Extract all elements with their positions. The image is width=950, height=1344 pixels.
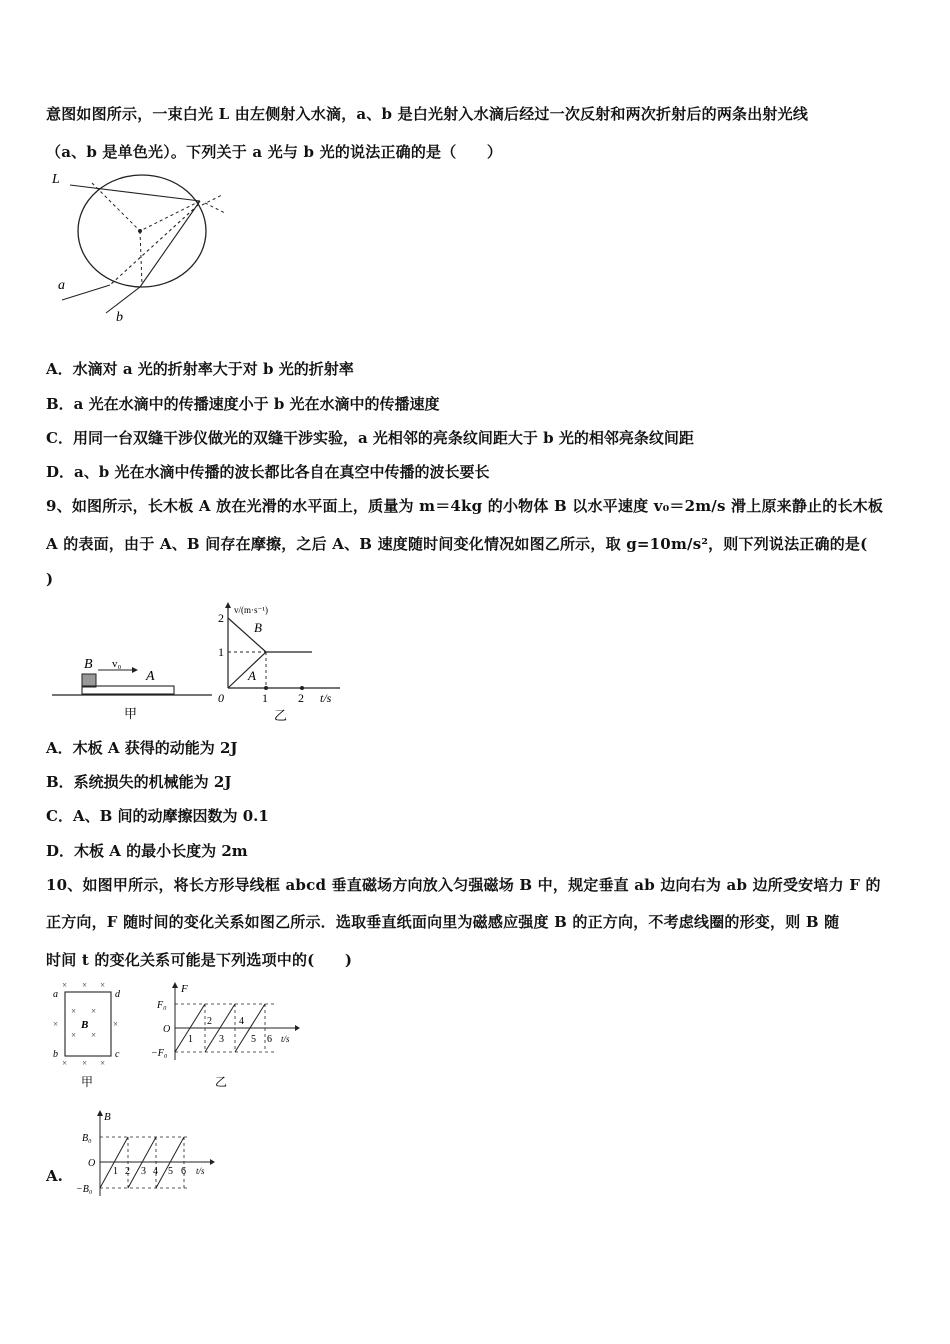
q9-text-line-2: A 的表面，由于 A、B 间存在摩擦，之后 A、B 速度随时间变化情况如图乙所示，取 g=10m/s²，则下列说法正确的是(: [46, 535, 868, 553]
reflect-ray-dash: [205, 203, 225, 213]
origin: O: [163, 1024, 171, 1035]
svg-text:×: ×: [91, 1006, 97, 1016]
center-dot: [138, 229, 142, 233]
q8-option-a: A．水滴对 a 光的折射率大于对 b 光的折射率: [46, 360, 354, 378]
tick-3: 3: [141, 1166, 146, 1177]
q10-figure-yi: [145, 980, 305, 1092]
svg-text:×: ×: [71, 1006, 77, 1016]
y-arrowhead: [225, 602, 231, 608]
x-label: t/s: [281, 1034, 290, 1044]
q10-figure-jia: [45, 980, 130, 1092]
label-v0: v₀: [112, 658, 122, 670]
caption-yi: 乙: [215, 1075, 228, 1089]
tick-5: 5: [251, 1034, 256, 1045]
corner-a: a: [53, 989, 58, 1000]
pos-label: B₀: [82, 1133, 92, 1144]
label-b: b: [116, 310, 123, 325]
svg-text:×: ×: [62, 1058, 68, 1068]
tick-1: 1: [188, 1034, 193, 1045]
q9-option-d: D．木板 A 的最小长度为 2m: [46, 842, 248, 860]
svg-text:×: ×: [71, 1030, 77, 1040]
x-arrowhead: [210, 1159, 215, 1165]
q8-text-line-2: （a、b 是单色光）。下列关于 a 光与 b 光的说法正确的是（ ）: [46, 143, 503, 161]
tick-6: 6: [181, 1166, 186, 1177]
q10-option-a-label: A.: [46, 1167, 63, 1185]
tick-2: 2: [125, 1166, 130, 1177]
origin: 0: [218, 691, 224, 705]
corner-d: d: [115, 989, 120, 1000]
y-arrowhead: [172, 982, 178, 988]
ray-a-internal: [140, 201, 200, 287]
tick-4: 4: [239, 1016, 244, 1027]
x-arrowhead: [295, 1025, 300, 1031]
svg-text:×: ×: [100, 1058, 106, 1068]
q9-text-line-3: ): [46, 570, 54, 588]
y-label: B: [104, 1111, 111, 1123]
q10-text-line-3: 时间 t 的变化关系可能是下列选项中的( ): [46, 951, 353, 969]
pos-label: F₀: [157, 1000, 167, 1011]
field-B: B: [81, 1019, 89, 1031]
velocity-arrowhead: [132, 667, 138, 673]
board-diagram-svg: [50, 648, 215, 723]
tick-y-2: 2: [218, 611, 224, 625]
caption-yi: 乙: [274, 708, 288, 723]
q9-figure-yi: [212, 600, 352, 725]
y-label: v/(m·s⁻¹): [234, 605, 268, 615]
q8-option-d: D．a、b 光在水滴中传播的波长都比各自在真空中传播的波长要长: [46, 463, 490, 481]
q9-text-line-1: 9、如图所示，长木板 A 放在光滑的水平面上，质量为 m＝4kg 的小物体 B 以水平速度 v₀＝2m/s 滑上原来静止的长木板: [46, 497, 884, 515]
frame-diagram-svg: [45, 980, 130, 1092]
tick-dot-2: [300, 686, 304, 690]
svg-text:×: ×: [100, 980, 106, 990]
q9-option-c: C．A、B 间的动摩擦因数为 0.1: [46, 807, 269, 825]
q9-option-b: B．系统损失的机械能为 2J: [46, 773, 232, 791]
x-label: t/s: [320, 691, 332, 705]
ray-b-exit: [106, 287, 140, 313]
label-A: A: [146, 669, 155, 684]
neg-label: −B₀: [76, 1184, 93, 1195]
velocity-graph-svg: [212, 600, 352, 725]
b-graph-svg: [72, 1110, 222, 1202]
tick-dot-1: [264, 686, 268, 690]
tick-x-2: 2: [298, 691, 304, 705]
tick-4: 4: [153, 1166, 158, 1177]
q10-text-line-2: 正方向，F 随时间的变化关系如图乙所示．选取垂直纸面向里为磁感应强度 B 的正方向，不考虑线圈的形变，则 B 随: [46, 913, 840, 931]
origin: O: [88, 1158, 96, 1169]
caption-jia: 甲: [81, 1075, 94, 1089]
tick-6: 6: [267, 1034, 272, 1045]
y-arrowhead: [97, 1110, 103, 1116]
q8-text-line-1: 意图如图所示，一束白光 L 由左侧射入水滴，a、b 是白光射入水滴后经过一次反射和两次折射后的两条出射光线: [46, 105, 809, 123]
label-a: a: [58, 278, 65, 293]
x-label: t/s: [196, 1166, 205, 1176]
label-B: B: [254, 620, 262, 635]
ray-a-exit: [62, 285, 110, 300]
tick-5: 5: [168, 1166, 173, 1177]
q8-option-b: B．a 光在水滴中的传播速度小于 b 光在水滴中的传播速度: [46, 395, 440, 413]
q9-option-a: A．木板 A 获得的动能为 2J: [46, 739, 238, 757]
svg-text:×: ×: [91, 1030, 97, 1040]
normal-line-2: [140, 201, 200, 231]
line-A: [228, 652, 266, 688]
force-graph-svg: [145, 980, 305, 1092]
svg-text:×: ×: [82, 1058, 88, 1068]
tick-y-1: 1: [218, 645, 224, 659]
svg-text:×: ×: [113, 1019, 119, 1029]
tick-x-1: 1: [262, 691, 268, 705]
block-B: [82, 674, 96, 687]
svg-text:×: ×: [53, 1019, 59, 1029]
svg-text:×: ×: [82, 980, 88, 990]
tick-2: 2: [207, 1016, 212, 1027]
neg-label: −F₀: [151, 1048, 168, 1059]
label-A: A: [248, 668, 256, 683]
q9-figure-jia: [50, 648, 215, 723]
q10-option-a-graph: [72, 1110, 222, 1202]
corner-c: c: [115, 1049, 120, 1060]
corner-b: b: [53, 1049, 58, 1060]
tick-1: 1: [113, 1166, 118, 1177]
label-B: B: [84, 657, 93, 672]
y-label: F: [181, 983, 188, 995]
line-B: [228, 618, 312, 652]
tick-3: 3: [219, 1034, 224, 1045]
label-L: L: [52, 172, 60, 187]
caption-jia: 甲: [124, 706, 138, 721]
droplet-diagram-svg: [40, 165, 240, 325]
q8-option-c: C．用同一台双缝干涉仪做光的双缝干涉实验，a 光相邻的亮条纹间距大于 b 光的相邻亮条纹间距: [46, 429, 694, 447]
svg-text:×: ×: [62, 980, 68, 990]
q8-droplet-figure: [40, 165, 240, 325]
q10-text-line-1: 10、如图甲所示，将长方形导线框 abcd 垂直磁场方向放入匀强磁场 B 中，规定垂直 ab 边向右为 ab 边所受安培力 F 的: [46, 876, 881, 894]
